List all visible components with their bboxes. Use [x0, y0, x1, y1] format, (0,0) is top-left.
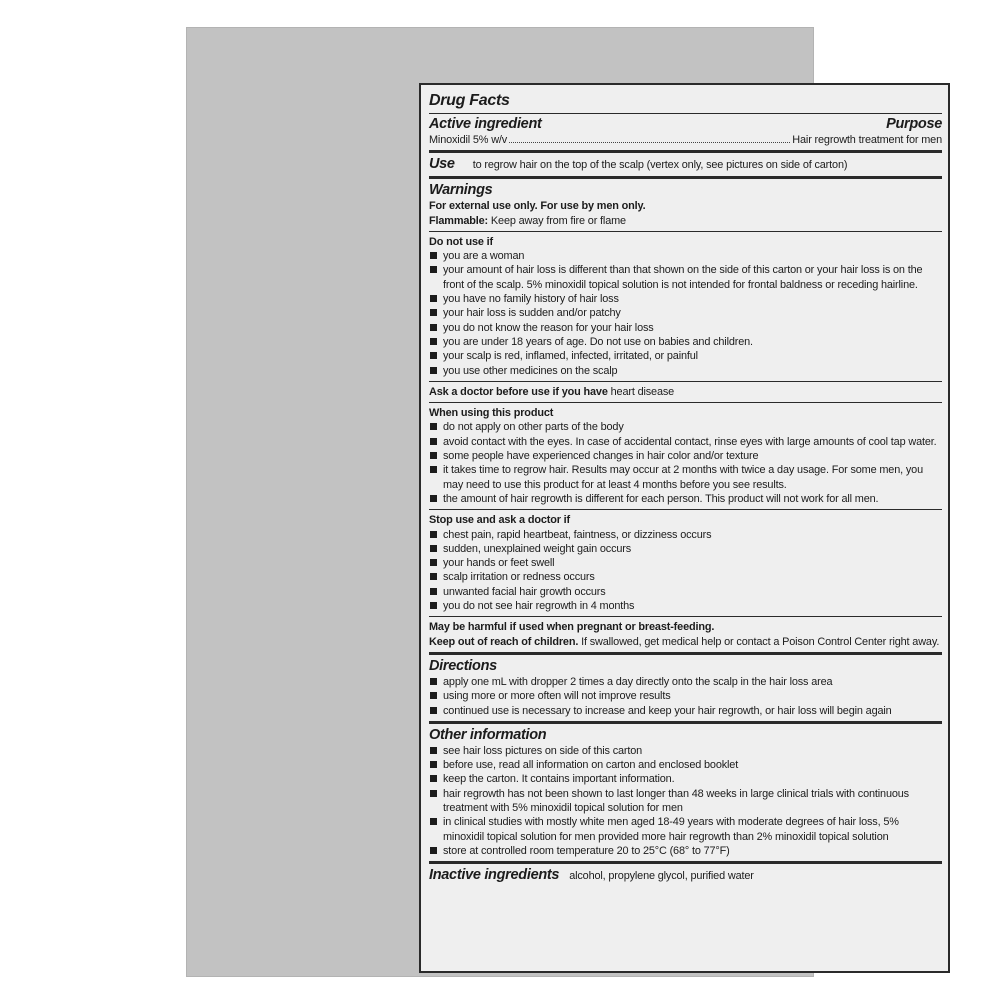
list-item — [429, 492, 942, 506]
when-using-block — [429, 402, 942, 506]
use-text: to regrow hair on the top of the scalp (vertex only, see pictures on side of carton) — [472, 159, 848, 172]
list-item-text: chest pain, rapid heartbeat, faintness, or dizziness occurs — [443, 528, 712, 541]
list-item — [429, 420, 942, 434]
list-item-text: your hands or feet swell — [443, 557, 555, 570]
bullet-icon — [430, 602, 437, 609]
use-section — [429, 153, 942, 179]
list-item-text: your hair loss is sudden and/or patchy — [443, 307, 621, 320]
list-item — [429, 599, 942, 613]
ask-doctor-label: Ask a doctor before use if you have — [429, 385, 608, 398]
list-item — [429, 263, 942, 292]
inactive-ingredients-row — [429, 866, 942, 884]
bullet-icon — [430, 367, 437, 374]
list-item — [429, 292, 942, 306]
bullet-icon — [430, 588, 437, 595]
bullet-icon — [430, 678, 437, 685]
pregnancy-children-block — [429, 616, 942, 649]
list-item — [429, 528, 942, 542]
bullet-icon — [430, 252, 437, 259]
list-item-text: unwanted facial hair growth occurs — [443, 585, 606, 598]
other-information-section — [429, 724, 942, 864]
warnings-heading: Warnings — [429, 182, 493, 199]
list-item-text: using more or more often will not improve results — [443, 690, 671, 703]
list-item-text: your scalp is red, inflamed, infected, irritated, or painful — [443, 350, 698, 363]
other-information-list — [429, 744, 942, 858]
do-not-use-list — [429, 249, 942, 378]
drug-facts-panel — [419, 83, 950, 973]
list-item — [429, 249, 942, 263]
active-header-row — [429, 113, 942, 133]
list-item — [429, 844, 942, 858]
do-not-use-heading: Do not use if — [429, 235, 493, 248]
list-item — [429, 321, 942, 335]
list-item — [429, 306, 942, 320]
list-item-text: you are a woman — [443, 250, 525, 263]
directions-heading: Directions — [429, 657, 497, 674]
list-item — [429, 556, 942, 570]
inactive-ingredients-heading: Inactive ingredients — [429, 867, 560, 884]
list-item-text: you have no family history of hair loss — [443, 293, 619, 306]
list-item-text: you do not see hair regrowth in 4 months — [443, 600, 635, 613]
bullet-icon — [430, 559, 437, 566]
active-ingredient-purpose: Hair regrowth treatment for men — [792, 134, 942, 146]
bullet-icon — [430, 438, 437, 445]
active-ingredient-section — [429, 89, 942, 153]
bullet-icon — [430, 847, 437, 854]
list-item-text: in clinical studies with mostly white men aged 18-49 years with moderate degrees of hair loss, 5% minoxidil topical solution for men provided more hair regrowth than 2% minoxidil topical solution — [443, 816, 899, 843]
list-item — [429, 689, 942, 703]
flammable-note — [429, 214, 942, 228]
list-item — [429, 364, 942, 378]
bullet-icon — [430, 423, 437, 430]
bullet-icon — [430, 747, 437, 754]
when-using-list — [429, 420, 942, 506]
list-item-text: store at controlled room temperature 20 to 25°C (68° to 77°F) — [443, 844, 730, 857]
list-item-text: apply one mL with dropper 2 times a day directly onto the scalp in the hair loss area — [443, 675, 833, 688]
list-item — [429, 349, 942, 363]
children-label: Keep out of reach of children. — [429, 635, 579, 648]
list-item — [429, 744, 942, 758]
list-item-text: before use, read all information on carton and enclosed booklet — [443, 759, 739, 772]
list-item — [429, 463, 942, 492]
bullet-icon — [430, 495, 437, 502]
pregnancy-warning: May be harmful if used when pregnant or breast-feeding. — [429, 621, 715, 634]
bullet-icon — [430, 790, 437, 797]
bullet-icon — [430, 352, 437, 359]
list-item-text: hair regrowth has not been shown to last longer than 48 weeks in large clinical trials with continuous treatment with 5% minoxidil topical solution for men — [443, 787, 909, 814]
list-item-text: you do not know the reason for your hair loss — [443, 321, 654, 334]
bullet-icon — [430, 531, 437, 538]
ask-doctor-block — [429, 381, 942, 399]
list-item — [429, 675, 942, 689]
other-information-heading: Other information — [429, 726, 547, 743]
list-item — [429, 585, 942, 599]
bullet-icon — [430, 707, 437, 714]
external-use-text: For external use only. For use by men only. — [429, 200, 646, 213]
external-use-note — [429, 199, 942, 213]
list-item — [429, 787, 942, 816]
carton-back — [186, 27, 942, 977]
list-item-text: the amount of hair regrowth is different for each person. This product will not work for all men. — [443, 492, 879, 505]
list-item — [429, 435, 942, 449]
list-item — [429, 758, 942, 772]
list-item-text: it takes time to regrow hair. Results may occur at 2 months with twice a day usage. For some men, you may need to use this product for at least 4 months before you see results. — [443, 464, 923, 491]
list-item — [429, 542, 942, 556]
bullet-icon — [430, 309, 437, 316]
stop-use-list — [429, 528, 942, 614]
list-item — [429, 772, 942, 786]
list-item — [429, 449, 942, 463]
list-item-text: you are under 18 years of age. Do not use on babies and children. — [443, 335, 753, 348]
drug-facts-content — [429, 89, 942, 967]
bullet-icon — [430, 761, 437, 768]
list-item-text: some people have experienced changes in hair color and/or texture — [443, 450, 759, 463]
bullet-icon — [430, 573, 437, 580]
inactive-ingredients-text: alcohol, propylene glycol, purified water — [569, 870, 754, 883]
list-item — [429, 570, 942, 584]
list-item-text: your amount of hair loss is different than that shown on the side of this carton or your hair loss is on the front of the scalp. 5% minoxidil topical solution is not intended for frontal baldness or receding hairline. — [443, 264, 923, 291]
bullet-icon — [430, 266, 437, 273]
inactive-ingredients-section — [429, 864, 942, 887]
list-item — [429, 335, 942, 349]
bullet-icon — [430, 452, 437, 459]
list-item-text: avoid contact with the eyes. In case of accidental contact, rinse eyes with large amounts of cool tap water. — [443, 435, 937, 448]
active-ingredient-name: Minoxidil 5% w/v — [429, 134, 508, 146]
bullet-icon — [430, 338, 437, 345]
drug-facts-title: Drug Facts — [429, 92, 510, 109]
bullet-icon — [430, 818, 437, 825]
children-text: If swallowed, get medical help or contact a Poison Control Center right away. — [581, 635, 940, 648]
list-item-text: do not apply on other parts of the body — [443, 421, 624, 434]
bullet-icon — [430, 775, 437, 782]
warnings-section — [429, 179, 942, 655]
bullet-icon — [430, 295, 437, 302]
directions-section — [429, 655, 942, 724]
list-item-text: scalp irritation or redness occurs — [443, 571, 595, 584]
stop-use-block — [429, 509, 942, 613]
flammable-label: Flammable: — [429, 214, 489, 227]
use-row — [429, 155, 942, 173]
list-item — [429, 704, 942, 718]
list-item — [429, 815, 942, 844]
bullet-icon — [430, 324, 437, 331]
list-item-text: continued use is necessary to increase and keep your hair regrowth, or hair loss will begin again — [443, 704, 892, 717]
stop-use-heading: Stop use and ask a doctor if — [429, 514, 571, 527]
list-item-text: sudden, unexplained weight gain occurs — [443, 542, 632, 555]
list-item-text: you use other medicines on the scalp — [443, 364, 618, 377]
directions-list — [429, 675, 942, 718]
bullet-icon — [430, 466, 437, 473]
list-item-text: see hair loss pictures on side of this carton — [443, 744, 643, 757]
active-ingredient-row — [429, 133, 942, 147]
bullet-icon — [430, 545, 437, 552]
list-item-text: keep the carton. It contains important information. — [443, 773, 675, 786]
ask-doctor-text: heart disease — [610, 385, 675, 398]
flammable-text: Keep away from fire or flame — [490, 214, 626, 227]
dot-leader — [509, 142, 790, 143]
do-not-use-block — [429, 231, 942, 378]
use-heading: Use — [429, 156, 455, 173]
bullet-icon — [430, 692, 437, 699]
when-using-heading: When using this product — [429, 407, 554, 420]
purpose-heading: Purpose — [886, 116, 942, 132]
active-ingredient-heading: Active ingredient — [429, 116, 542, 132]
